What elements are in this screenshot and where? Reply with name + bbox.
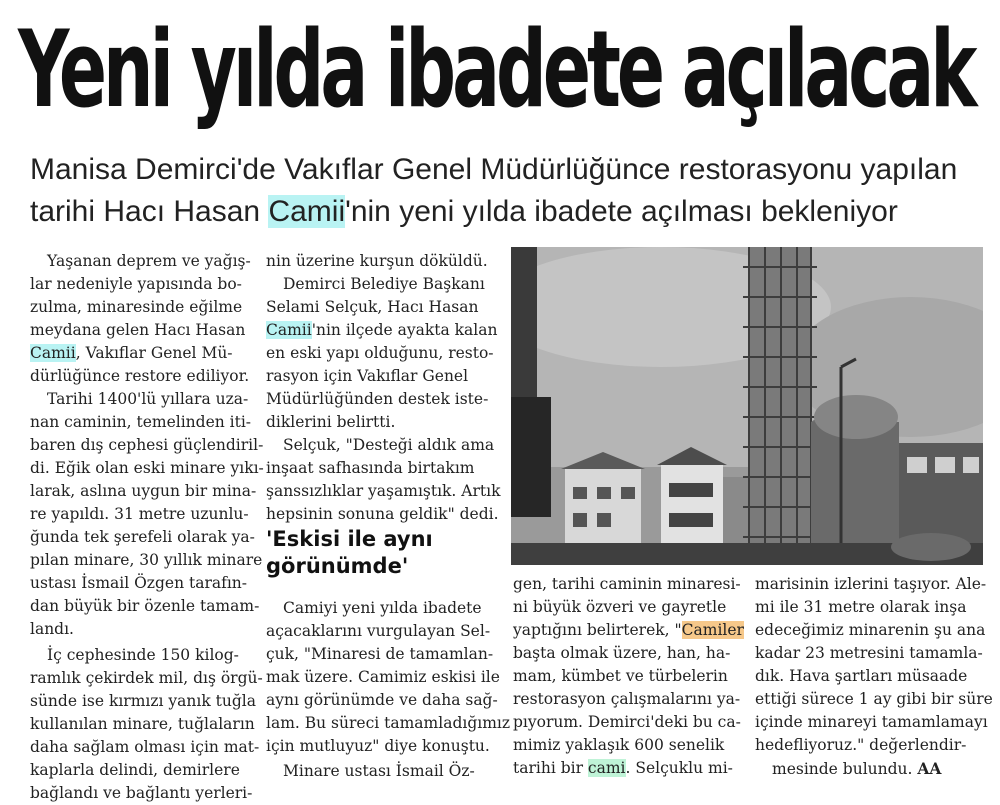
body-line: ramlık çekirdek mil, dış örgü- [30, 669, 263, 687]
body-line [30, 342, 233, 365]
body-line: pılan minare, 30 yıllık minare [30, 551, 263, 569]
body-line: İç cephesinde 150 kilog- [47, 646, 239, 664]
body-highlight: Camii [30, 344, 76, 362]
subheading: 'Eskisi ile aynı [266, 527, 433, 551]
body-highlight: cami [587, 759, 626, 777]
body-line: Müdürlüğünden destek iste- [266, 390, 489, 408]
body-line [513, 757, 733, 780]
body-line: hedefliyoruz." değerlendir- [755, 736, 967, 754]
body-line: bağlandı ve bağlantı yerleri- [30, 784, 253, 802]
body-line: ğunda tek şerefeli olarak ya- [30, 528, 255, 546]
body-line: lam. Bu süreci tamamladığımız [266, 714, 511, 732]
body-line: açacaklarını vurgulayan Sel- [266, 622, 491, 640]
body-line: zulma, minaresinde eğilme [30, 298, 243, 316]
body-highlight: Camiler [681, 621, 744, 639]
body-line: mimiz yaklaşık 600 senelik [513, 736, 725, 754]
body-line: mi ile 31 metre olarak inşa [755, 598, 967, 616]
body-line: Demirci Belediye Başkanı [283, 275, 485, 293]
body-line: Camiyi yeni yılda ibadete [283, 599, 482, 617]
body-line: diklerini belirtti. [266, 413, 396, 431]
deck-line-1: Manisa Demirci'de Vakıflar Genel Müdürlüğünce restorasyonu yapılan [30, 153, 958, 186]
body-line: hepsinin sonuna geldik" dedi. [266, 505, 499, 523]
body-line: baren dış cephesi güçlendiril- [30, 436, 264, 454]
body-line: edeceğimiz minarenin şu ana [755, 621, 986, 639]
body-line: inşaat safhasında birtakım [266, 459, 475, 477]
body-line: kaplarla delindi, demirlere [30, 761, 240, 779]
body-line: şanssızlıklar yaşamıştık. Artık [266, 482, 501, 500]
body-line: dık. Hava şartları müsaade [755, 667, 968, 685]
body-line: re yapıldı. 31 metre uzunlu- [30, 505, 249, 523]
body-line: için mutluyuz" diye konuştu. [266, 737, 490, 755]
body-line: pıyorum. Demirci'deki bu ca- [513, 713, 741, 731]
subheading: görünümde' [266, 554, 409, 578]
body-line: kadar 23 metresini tamamla- [755, 644, 983, 662]
body-text: mesinde bulundu. [772, 760, 913, 778]
body-line: rasyon için Vakıflar Genel [266, 367, 469, 385]
body-text: tarihi bir [513, 759, 588, 777]
body-line: mak üzere. Camimiz eskisi ile [266, 668, 500, 686]
body-line: lar nedeniyle yapısında bo- [30, 275, 242, 293]
body-line: kullanılan minare, tuğlaların [30, 715, 255, 733]
body-line: dürlüğünce restore ediliyor. [30, 367, 250, 385]
body-line: restorasyon çalışmalarını ya- [513, 690, 741, 708]
body-line: Selami Selçuk, Hacı Hasan [266, 298, 479, 316]
headline: Yeni yılda ibadete açılacak [18, 8, 974, 131]
body-line: mam, kümbet ve türbelerin [513, 667, 728, 685]
deck-text: 'nin yeni yılda ibadete açılması bekleniyor [345, 195, 898, 228]
body-line: nan caminin, temelinden iti- [30, 413, 252, 431]
body-line: larak, aslına uygun bir mina- [30, 482, 257, 500]
body-line: ettiği sürece 1 ay gibi bir süre [755, 690, 993, 708]
body-line: Yaşanan deprem ve yağış- [47, 252, 251, 270]
body-line: ni büyük özveri ve gayretle [513, 598, 727, 616]
body-line: gen, tarihi caminin minaresi- [513, 575, 741, 593]
body-line: nin üzerine kurşun döküldü. [266, 252, 488, 270]
body-text: 'nin ilçede ayakta kalan [311, 321, 498, 339]
mosque-photo [511, 247, 983, 565]
body-line: landı. [30, 620, 74, 638]
body-highlight: Camii [266, 321, 312, 339]
body-line: meydana gelen Hacı Hasan [30, 321, 246, 339]
body-line: Minare ustası İsmail Öz- [283, 762, 475, 780]
body-line: Tarihi 1400'lü yıllara uza- [47, 390, 249, 408]
body-line [772, 757, 941, 781]
body-line: aynı görünümde ve daha sağ- [266, 691, 498, 709]
body-line: daha sağlam olması için mat- [30, 738, 260, 756]
deck-line-2 [30, 192, 990, 232]
body-line: içinde minareyi tamamlamayı [755, 713, 988, 731]
body-line: çuk, "Minaresi de tamamlan- [266, 645, 494, 663]
body-text: . Selçuklu mi- [625, 759, 733, 777]
deck-highlight: Camii [268, 195, 346, 228]
body-line: ustası İsmail Özgen tarafın- [30, 574, 248, 592]
body-line: en eski yapı olduğunu, resto- [266, 344, 494, 362]
body-line: di. Eğik olan eski minare yıkı- [30, 459, 264, 477]
body-line: marisinin izlerini taşıyor. Ale- [755, 575, 987, 593]
news-agency-credit: AA [917, 759, 942, 778]
body-line: sünde ise kırmızı yanık tuğla [30, 692, 257, 710]
body-line: Selçuk, "Desteği aldık ama [283, 436, 495, 454]
deck-text: tarihi Hacı Hasan [30, 195, 269, 228]
body-line [513, 619, 744, 642]
body-line: başta olmak üzere, han, ha- [513, 644, 731, 662]
body-text: yaptığını belirterek, " [513, 621, 682, 639]
body-line [266, 319, 497, 342]
body-text: , Vakıflar Genel Mü- [75, 344, 233, 362]
body-line: dan büyük bir özenle tamam- [30, 597, 260, 615]
